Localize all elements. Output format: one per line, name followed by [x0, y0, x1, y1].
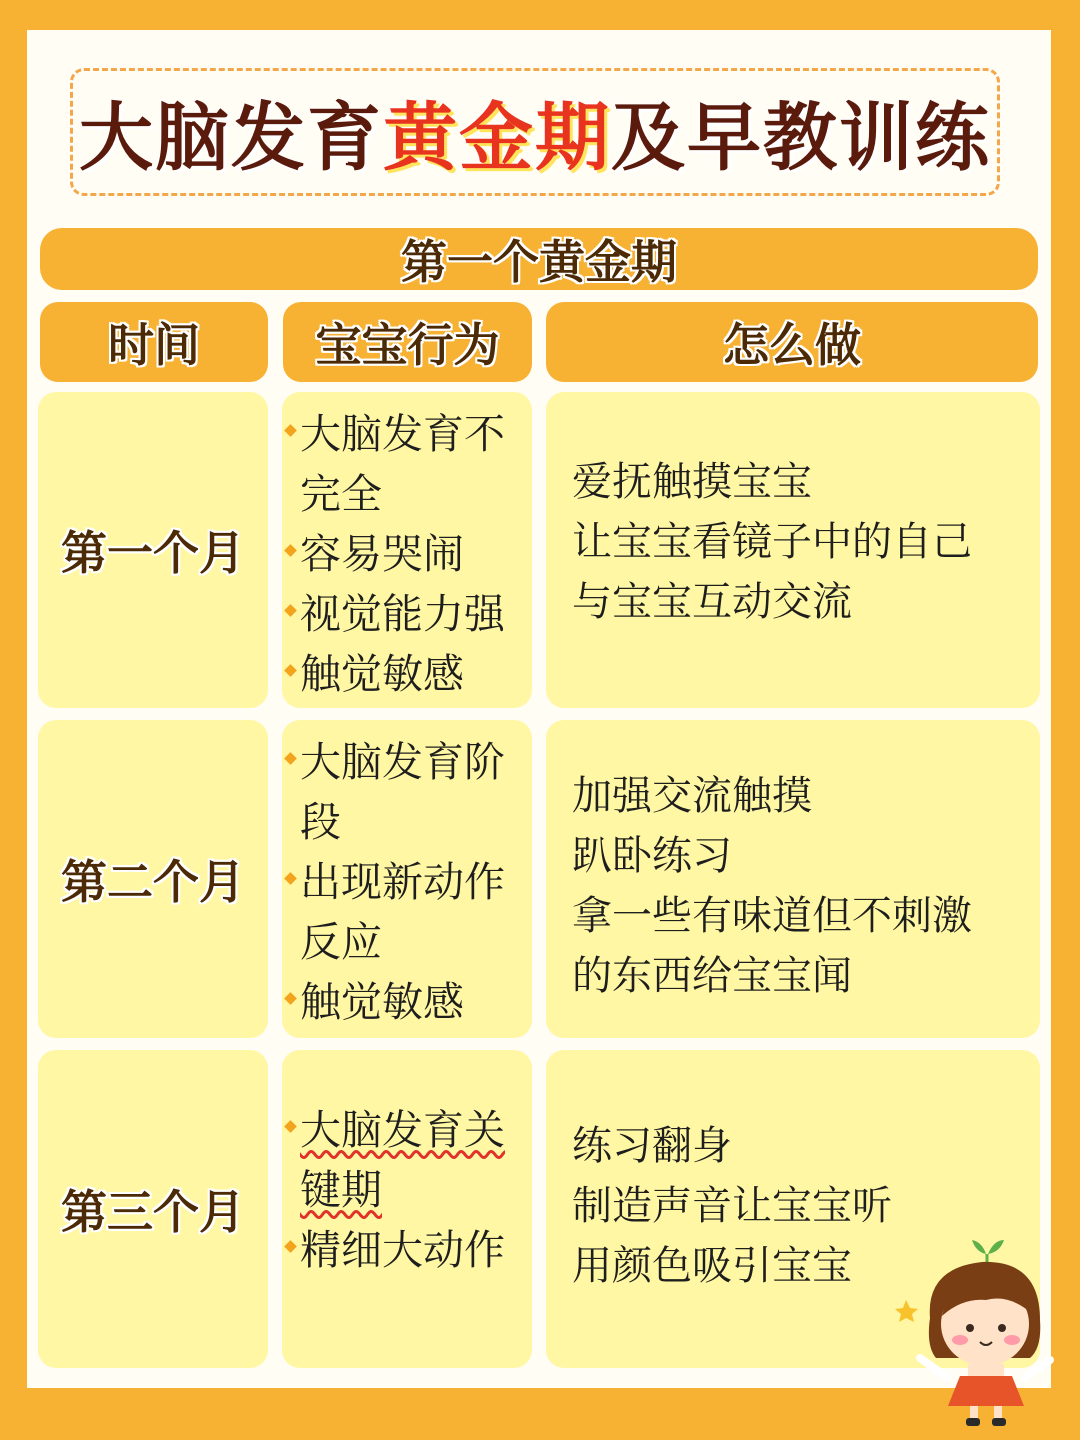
title-highlight: 黄金期 [383, 95, 611, 181]
behavior-text: 视觉能力强 [300, 590, 505, 638]
behavior-item [284, 972, 524, 1032]
behavior-item [284, 732, 524, 852]
column-header-how-label: 怎么做 [723, 318, 861, 372]
diamond-bullet-icon [284, 992, 297, 1005]
action-item: 加强交流触摸 [572, 773, 812, 819]
behavior-item [284, 852, 524, 972]
action-item: 制造声音让宝宝听 [572, 1183, 892, 1229]
diamond-bullet-icon [284, 1240, 297, 1253]
behavior-item [284, 404, 524, 524]
diamond-bullet-icon [284, 544, 297, 557]
diamond-bullet-icon [284, 1120, 297, 1133]
behavior-text: 精细大动作 [300, 1226, 505, 1274]
column-header-behavior [283, 302, 532, 382]
behavior-item [284, 1100, 524, 1220]
diamond-bullet-icon [284, 604, 297, 617]
section-banner [40, 228, 1038, 290]
action-cell-2 [546, 720, 1040, 1038]
behavior-text: 容易哭闹 [300, 530, 464, 578]
action-item: 的东西给宝宝闻 [572, 953, 852, 999]
behavior-cell-2 [282, 720, 532, 1038]
title-part-3: 及早教训练 [611, 95, 991, 181]
diamond-bullet-icon [284, 424, 297, 437]
month-cell-1 [38, 392, 268, 708]
diamond-bullet-icon [284, 752, 297, 765]
section-banner-label: 第一个黄金期 [401, 235, 677, 289]
title-part-1: 大脑发育 [79, 95, 383, 181]
behavior-text: 大脑发育不完全 [300, 410, 505, 518]
column-header-time [40, 302, 268, 382]
behavior-text: 大脑发育阶段 [300, 738, 505, 846]
behavior-item [284, 644, 524, 704]
action-item: 练习翻身 [572, 1123, 732, 1169]
behavior-cell-1 [282, 392, 532, 708]
month-cell-2 [38, 720, 268, 1038]
behavior-text: 触觉敏感 [300, 650, 464, 698]
column-header-time-label: 时间 [108, 318, 200, 372]
behavior-text: 出现新动作反应 [300, 858, 505, 966]
action-item: 用颜色吸引宝宝 [572, 1243, 852, 1289]
behavior-item [284, 584, 524, 644]
diamond-bullet-icon [284, 664, 297, 677]
action-item: 让宝宝看镜子中的自己 [572, 519, 972, 565]
diamond-bullet-icon [284, 872, 297, 885]
action-item: 趴卧练习 [572, 833, 732, 879]
star-icon [895, 1300, 918, 1322]
month-label: 第二个月 [61, 855, 245, 909]
action-item: 拿一些有味道但不刺激 [572, 893, 972, 939]
column-header-how [546, 302, 1038, 382]
page-title [79, 79, 991, 185]
action-item: 与宝宝互动交流 [572, 579, 852, 625]
behavior-text-underlined: 大脑发育关键期 [300, 1106, 505, 1214]
month-cell-3 [38, 1050, 268, 1368]
behavior-item [284, 1220, 524, 1280]
month-label: 第一个月 [61, 526, 245, 580]
month-label: 第三个月 [61, 1185, 245, 1239]
title-frame [70, 68, 1000, 196]
column-header-behavior-label: 宝宝行为 [315, 318, 500, 372]
cartoon-girl-illustration [890, 1228, 1080, 1428]
action-cell-1 [546, 392, 1040, 708]
behavior-item [284, 524, 524, 584]
behavior-cell-3 [282, 1050, 532, 1368]
behavior-text: 触觉敏感 [300, 978, 464, 1026]
sprout-icon [972, 1240, 1004, 1264]
action-item: 爱抚触摸宝宝 [572, 459, 812, 505]
